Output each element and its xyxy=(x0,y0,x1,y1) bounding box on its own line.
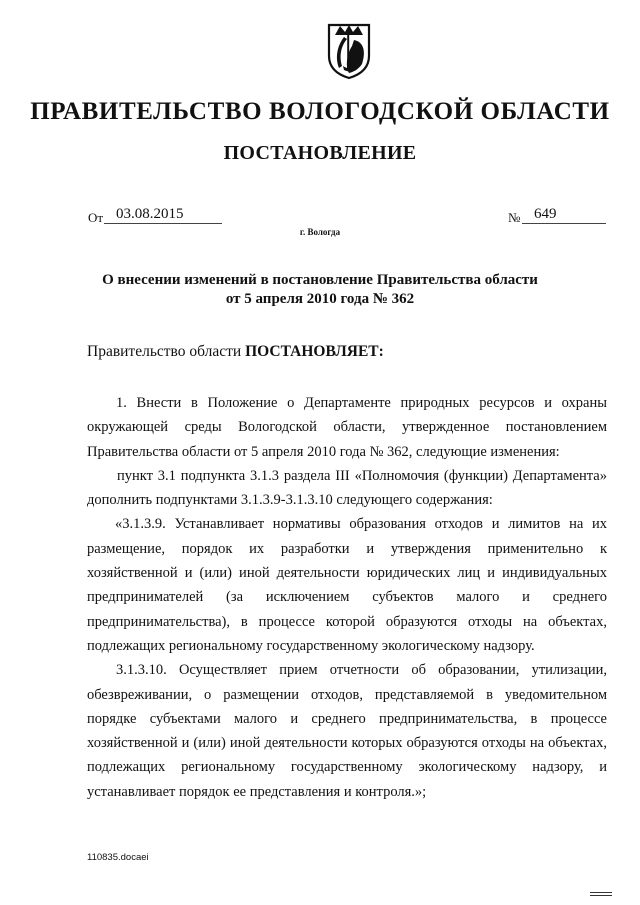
document-body xyxy=(87,391,607,804)
coat-of-arms-icon xyxy=(326,22,372,80)
body-paragraph-2: пункт 3.1 подпункта 3.1.3 раздела III «Полномочия (функции) Департамента» дополнить подпунктами 3.1.3.9-3.1.3.10 следующего содержания: xyxy=(87,467,607,509)
subject-line-1: О внесении изменений в постановление Правительства области xyxy=(102,272,538,288)
scan-mark-icon xyxy=(590,891,612,897)
government-title: ПРАВИТЕЛЬСТВО ВОЛОГОДСКОЙ ОБЛАСТИ xyxy=(30,98,610,125)
subject-line-2: от 5 апреля 2010 года № 362 xyxy=(225,291,415,307)
file-name-footer: 110835.docaei xyxy=(87,852,149,863)
document-subject xyxy=(0,271,640,309)
preamble-text: Правительство области xyxy=(87,343,246,360)
document-number: 649 xyxy=(522,205,606,224)
number-label: № xyxy=(508,210,521,225)
body-paragraph-4: 3.1.3.10. Осуществляет прием отчетности об образовании, утилизации, обезвреживании, о размещении отходов, представляемой в уведомительном порядке субъектами малого и среднего предпринимательства, в процессе хозяйственной и (или) иной деятельности которых образуются отходы на объектах, подлежащих региональному государственному экологическому надзору, и устанавливает порядок ее представления и контроля.»; xyxy=(87,662,607,800)
document-type-title: ПОСТАНОВЛЕНИЕ xyxy=(223,142,417,164)
document-date: 03.08.2015 xyxy=(104,205,222,224)
date-label: От xyxy=(88,210,104,225)
city-label: г. Вологда xyxy=(299,227,341,237)
body-paragraph-3: «3.1.3.9. Устанавливает нормативы образования отходов и лимитов на их размещение, порядок их разработки и утверждения применительно к хозяйственной и (или) иной деятельности юридических лиц и индивидуальных предпринимателей (за исключением субъектов малого и среднего предпринимательства), в процессе которой образуются отходы на объектах, подлежащих региональному государственному экологическому надзору. xyxy=(87,516,607,654)
preamble xyxy=(87,343,384,361)
preamble-emphasis: ПОСТАНОВЛЯЕТ: xyxy=(245,343,384,360)
body-paragraph-1: 1. Внести в Положение о Департаменте природных ресурсов и охраны окружающей среды Вологодской области, утвержденное постановлением Правительства области от 5 апреля 2010 года № 362, следующие изменения: xyxy=(87,395,607,460)
